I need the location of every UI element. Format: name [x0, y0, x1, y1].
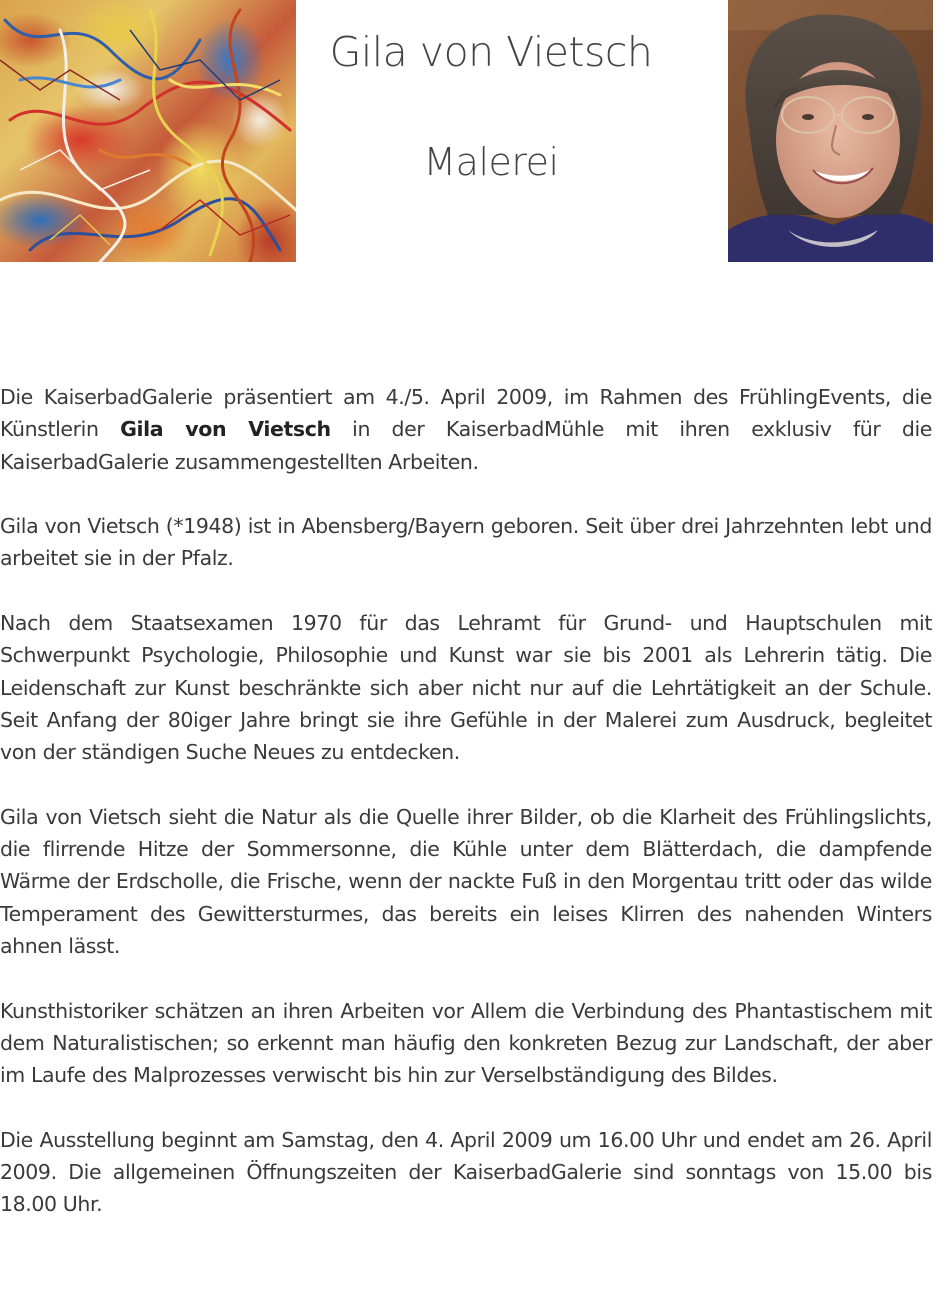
paragraph-biography: Gila von Vietsch (*1948) ist in Abensberg/Bayern geboren. Seit über drei Jahrzehnten lebt und arbeitet sie in der Pfalz. [0, 514, 932, 571]
intro-text-before: Die KaiserbadGalerie präsentiert am 4./5. April 2009, im Rahmen des FrühlingEvents, die Künstlerin [0, 385, 932, 442]
paragraph-critics: Kunsthistoriker schätzen an ihren Arbeiten vor Allem die Verbindung des Phantastischem mit dem Naturalistischen; so erkennt man häufig den konkreten Bezug zur Landschaft, der aber im Laufe des Malprozesses verwischt bis hin zur Verselbständigung des Bildes. [0, 998, 932, 1088]
article-body [0, 381, 932, 1221]
portrait-drawing [728, 0, 933, 262]
artist-portrait-image [728, 0, 933, 262]
painting-strokes [0, 0, 296, 262]
paragraph-intro [0, 381, 932, 478]
intro-text-after: in der KaiserbadMühle mit ihren exklusiv für die KaiserbadGalerie zusammengestellten Arbeiten. [0, 417, 933, 474]
paragraph-career: Nach dem Staatsexamen 1970 für das Lehramt für Grund- und Hauptschulen mit Schwerpunkt Psychologie, Philosophie und Kunst war sie bis 2001 als Lehrerin tätig. Die Leidenschaft zur Kunst beschränkte sich aber nicht nur auf die Lehrtätigkeit an der Schule. Seit Anfang der 80iger Jahre bringt sie ihre Gefühle in der Malerei zum Ausdruck, begleitet von der ständigen Suche Neues zu entdecken. [0, 611, 932, 765]
discipline-subtitle: Malerei [423, 140, 559, 184]
abstract-painting-image [0, 0, 296, 262]
artist-name-title: Gila von Vietsch [329, 28, 653, 76]
artist-name-bold: Gila von Vietsch [120, 417, 331, 442]
paragraph-nature: Gila von Vietsch sieht die Natur als die Quelle ihrer Bilder, ob die Klarheit des Frühlingslichts, die flirrende Hitze der Sommersonne, die Kühle unter dem Blätterdach, die dampfende Wärme der Erdscholle, die Frische, wenn der nackte Fuß in den Morgentau tritt oder das wilde Temperament des Gewittersturmes, das bereits ein leises Klirren des nahenden Winters ahnen lässt. [0, 804, 932, 959]
paragraph-exhibition-dates: Die Ausstellung beginnt am Samstag, den 4. April 2009 um 16.00 Uhr und endet am 26. April 2009. Die allgemeinen Öffnungszeiten der KaiserbadGalerie sind sonntags von 15.00 bis 18.00 Uhr. [0, 1127, 932, 1217]
